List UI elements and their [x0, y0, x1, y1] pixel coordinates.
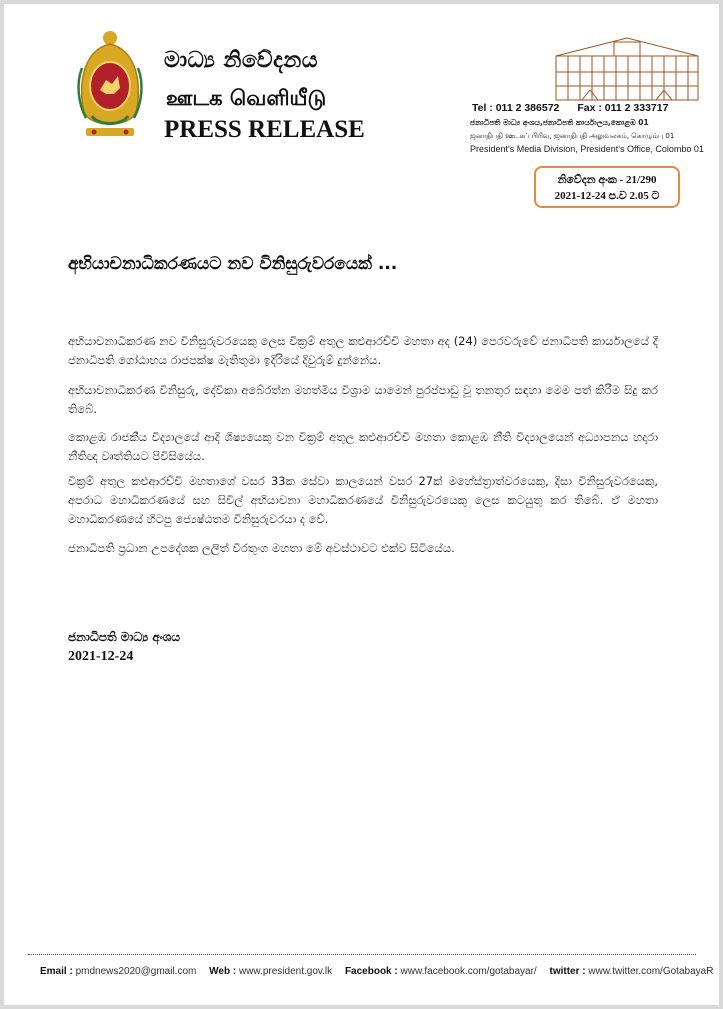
office-address-english: President's Media Division, President's Office, Colombo 01 [470, 144, 704, 154]
sri-lanka-emblem-icon [72, 28, 148, 142]
headline: අභියාචනාධිකරණයට නව විනිසුරුවරයෙක් ... [68, 254, 398, 274]
footer-divider [28, 954, 696, 955]
paragraph-4: වික්‍රම් අතුල කළුආරච්චි මහතාගේ වසර 33ක සේවා කාලයෙන් වසර 27ක් මහේස්ත්‍රාත්වරයෙකු, දිසා විනිසුරුවරයෙකු, අපරාධ මහාධිකරණයේ සහ සිවිල් අභියාචනා මහාධිකරණයේ විනිසුරුවරයෙකු ලෙස කටයුතු කර තිබේ. ඒ මහතා මහාධිකරණයේ හිටපු ජ්‍යෙෂ්ඨතම විනිසුරුවරයා ද වේ. [68, 474, 658, 526]
title-tamil: ஊடக வெளியீடு [166, 86, 327, 110]
footer-web [209, 966, 332, 977]
office-address-tamil: ஜனாதிபதி ஊடகப் பிரிவு, ஜனாதிபதி அலுவலகம், கொழும்பு 01 [470, 132, 675, 140]
reference-number: නිවේදන අංක - 21/290 [557, 174, 657, 186]
fax-number: Fax : 011 2 333717 [577, 102, 669, 114]
paragraph-2: අභියාචනාධිකරණ විනිසුරු, දේවිකා අබේරත්න මහත්මිය විශ්‍රාම යාමෙන් පුරප්පාඩු වූ තනතුර සඳහා මෙම පත් කිරීම සිදු කර තිබේ. [68, 383, 658, 416]
reference-box [534, 166, 680, 208]
presidential-secretariat-building-icon [552, 32, 702, 104]
footer-facebook [345, 966, 537, 977]
facebook-label: Facebook : [344, 966, 398, 977]
twitter-link[interactable]: www.twitter.com/GotabayaR [588, 966, 714, 977]
reference-datetime: 2021-12-24 ප.ව 2.05 ට [554, 190, 660, 202]
signature-label: ජනාධිපති මාධ්‍ය අංශය [68, 630, 181, 644]
web-label: Web : [209, 966, 237, 977]
paragraph-1: අභියාචනාධිකරණ නව විනිසුරුවරයෙකු ලෙස වික්‍රම් අතුල කළුආරච්චි මහතා අද (24) පෙරවරුවේ ජනාධිපති කාර්යාලයේ දී ජනාධිපති ගෝඨාභය රාජපක්ෂ මැතිතුමා ඉදිරියේ දිවුරුම් දුන්නේය. [68, 334, 658, 367]
telephone-number: Tel : 011 2 386572 [472, 102, 560, 114]
footer [40, 966, 714, 977]
paragraph-5: ජනාධිපති ප්‍රධාන උපදේශක ලලිත් වීරතුංග මහතා මේ අවස්ථාවට එක්ව සිටියේය. [68, 541, 455, 555]
web-link[interactable]: www.president.gov.lk [238, 966, 333, 977]
title-english: PRESS RELEASE [164, 116, 365, 143]
footer-twitter [549, 966, 713, 977]
title-sinhala: මාධ්‍ය නිවේදනය [164, 48, 319, 73]
facebook-link[interactable]: www.facebook.com/gotabayar/ [400, 966, 537, 977]
footer-email [40, 966, 196, 977]
email-link[interactable]: pmdnews2020@gmail.com [75, 966, 197, 977]
contact-numbers [472, 102, 668, 114]
twitter-label: twitter : [549, 966, 586, 977]
paragraph-3: කොළඹ රාජකීය විද්‍යාලයේ ආදි ශිෂ්‍යයෙකු වන වික්‍රම් අතුල කළුආරච්චි මහතා කොළඹ නීති විද්‍යාලයෙන් අධ්‍යාපනය හදාරා නීතිඥ වෘත්තියට පිවිසියේය. [68, 430, 658, 463]
email-label: Email : [40, 966, 73, 977]
press-release-page [4, 4, 719, 1005]
office-address-sinhala: ජනාධිපති මාධ්‍ය අංශය,ජනාධිපති කාර්යාලය,කොළඹ 01 [470, 118, 649, 127]
signature-date: 2021-12-24 [68, 649, 134, 664]
